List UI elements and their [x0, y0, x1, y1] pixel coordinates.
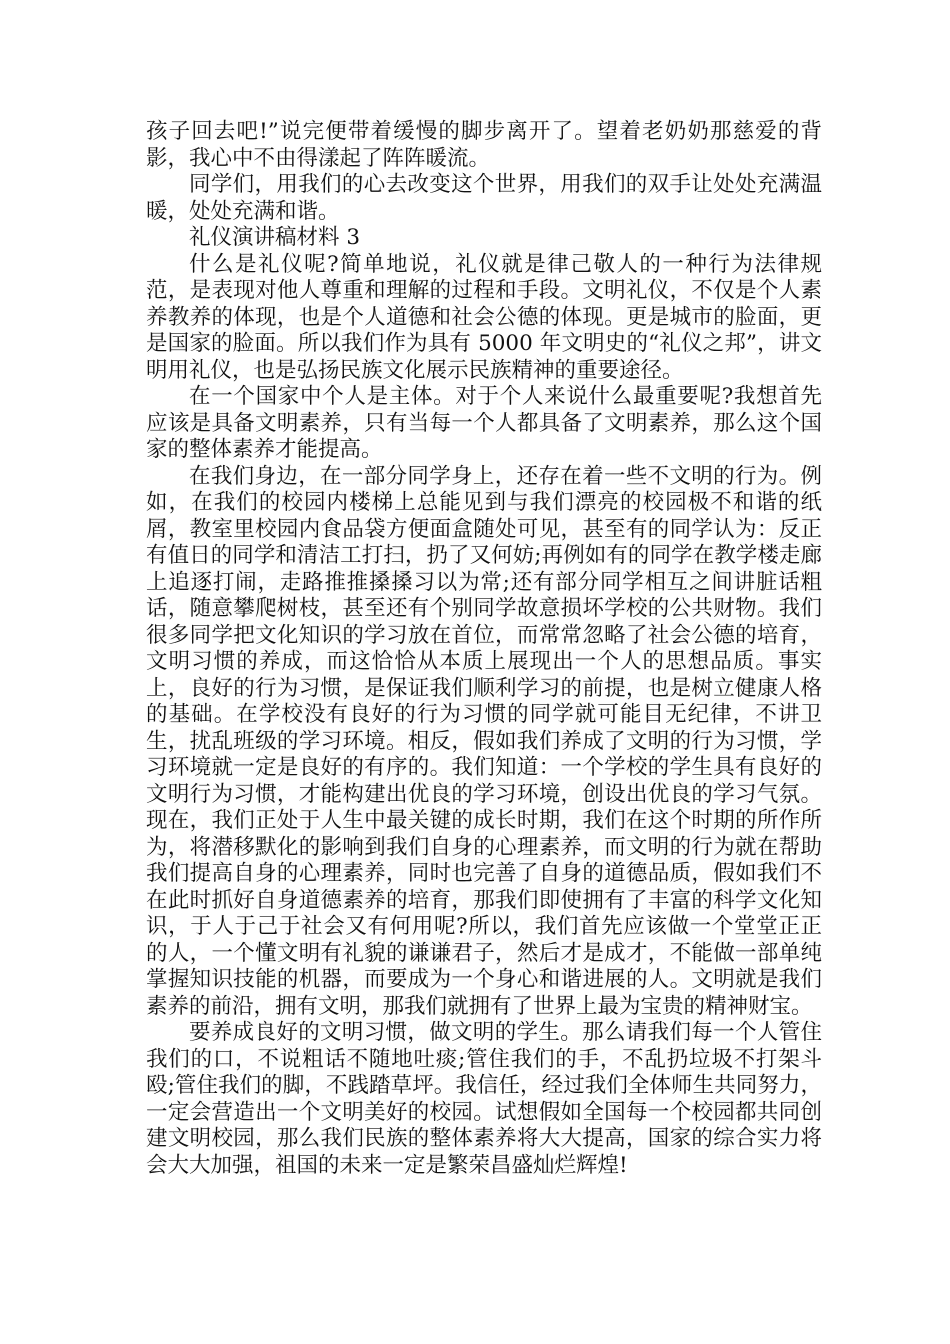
paragraph-individual: 在一个国家中个人是主体。对于个人来说什么最重要呢?我想首先应该是具备文明素养，只有当每一个人都具备了文明素养，那么这个国家的整体素养才能提高。	[146, 384, 822, 462]
section-heading: 礼仪演讲稿材料 3	[189, 225, 361, 250]
document-page	[146, 119, 822, 1179]
paragraph-continued: 孩子回去吧!”说完便带着缓慢的脚步离开了。望着老奶奶那慈爱的背影，我心中不由得漾起了阵阵暖流。	[146, 119, 822, 171]
paragraph-call-to-action: 要养成良好的文明习惯，做文明的学生。那么请我们每一个人管住我们的口，不说粗话不随地吐痰;管住我们的手，不乱扔垃圾不打架斗殴;管住我们的脚，不践踏草坪。我信任，经过我们全体师生共同努力，一定会营造出一个文明美好的校园。试想假如全国每一个校园都共同创建文明校园，那么我们民族的整体素养将大大提高，国家的综合实力将会大大加强，祖国的未来一定是繁荣昌盛灿烂辉煌!	[146, 1020, 822, 1178]
paragraph-closing: 同学们，用我们的心去改变这个世界，用我们的双手让处处充满温暖，处处充满和谐。	[146, 172, 822, 224]
paragraph-behavior: 在我们身边，在一部分同学身上，还存在着一些不文明的行为。例如，在我们的校园内楼梯上总能见到与我们漂亮的校园极不和谐的纸屑，教室里校园内食品袋方便面盒随处可见，甚至有的同学认为：反正有值日的同学和清洁工打扫，扔了又何妨;再例如有的同学在教学楼走廊上追逐打闹，走路推推搡搡习以为常;还有部分同学相互之间讲脏话粗话，随意攀爬树枝，甚至还有个别同学故意损坏学校的公共财物。我们很多同学把文化知识的学习放在首位，而常常忽略了社会公德的培育，文明习惯的养成，而这恰恰从本质上展现出一个人的思想品质。事实上，良好的行为习惯，是保证我们顺利学习的前提，也是树立健康人格的基础。在学校没有良好的行为习惯的同学就可能目无纪律，不讲卫生，扰乱班级的学习环境。相反，假如我们养成了文明的行为习惯，学习环境就一定是良好的有序的。我们知道：一个学校的学生具有良好的文明行为习惯，才能构建出优良的学习环境，创设出优良的学习气氛。现在，我们正处于人生中最关键的成长时期，我们在这个时期的所作所为，将潜移默化的影响到我们自身的心理素养，而文明的行为就在帮助我们提高自身的心理素养，同时也完善了自身的道德品质，假如我们不在此时抓好自身道德素养的培育，那我们即使拥有了丰富的科学文化知识，于人于己于社会又有何用呢?所以，我们首先应该做一个堂堂正正的人，一个懂文明有礼貌的谦谦君子，然后才是成才，不能做一部单纯掌握知识技能的机器，而要成为一个身心和谐进展的人。文明就是我们素养的前沿，拥有文明，那我们就拥有了世界上最为宝贵的精神财宝。	[146, 463, 822, 1019]
paragraph-definition: 什么是礼仪呢?简单地说，礼仪就是律己敬人的一种行为法律规范，是表现对他人尊重和理解的过程和手段。文明礼仪，不仅是个人素养教养的体现，也是个人道德和社会公德的体现。更是城市的脸面，更是国家的脸面。所以我们作为具有 5000 年文明史的“礼仪之邦”，讲文明用礼仪，也是弘扬民族文化展示民族精神的重要途径。	[146, 251, 822, 383]
